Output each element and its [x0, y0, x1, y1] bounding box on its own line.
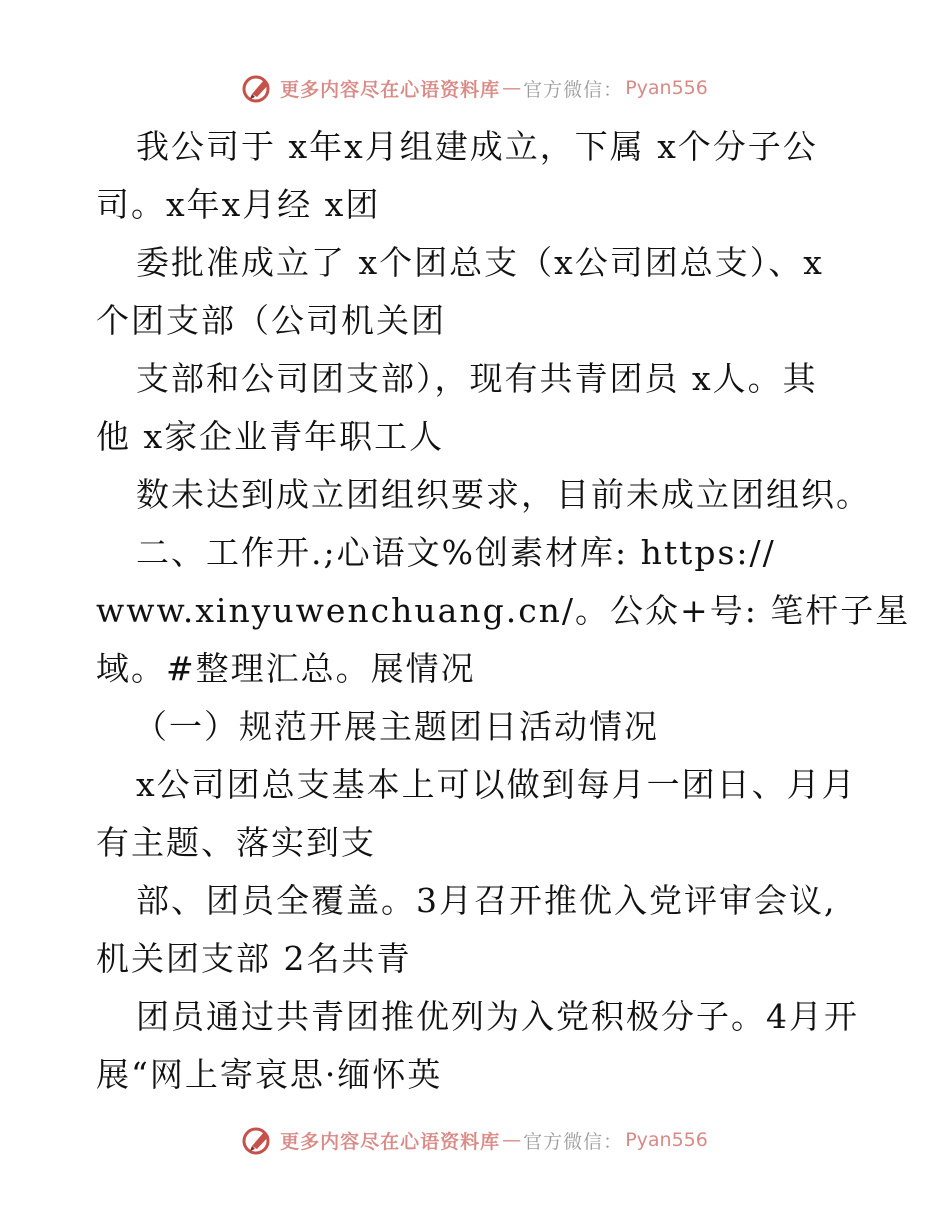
body-line: 我公司于 x年x月组建成立，下属 x个分子公	[136, 127, 818, 166]
body-line: 部、团员全覆盖。3月召开推优入党评审会议,	[136, 881, 837, 920]
footer-separator: —	[502, 1129, 522, 1151]
footer-brand-text: 更多内容尽在心语资料库	[280, 1130, 501, 1153]
footer-official-label: 官方微信：	[523, 1130, 624, 1153]
document-body	[96, 118, 911, 1104]
body-line: 二、工作开.;心语文%创素材库: https://	[136, 533, 776, 572]
body-line: 个团支部（公司机关团	[96, 301, 446, 340]
body-line: 支部和公司团支部），现有共青团员 x人。其	[136, 359, 818, 398]
section-heading: （一）规范开展主题团日活动情况	[134, 707, 659, 746]
body-line: x公司团总支基本上可以做到每月一团日、月月	[136, 765, 857, 804]
body-line: www.xinyuwenchuang.cn/。公众+号: 笔杆子星	[96, 591, 911, 630]
footer-wechat-id: Pyan556	[625, 1129, 708, 1151]
footer-banner	[0, 1120, 950, 1160]
body-line: 数未达到成立团组织要求，目前未成立团组织。	[136, 475, 871, 514]
header-banner	[0, 68, 950, 108]
header-separator: —	[502, 77, 522, 99]
header-brand-text: 更多内容尽在心语资料库	[280, 78, 501, 101]
body-line: 委批准成立了 x个团总支（x公司团总支）、x	[136, 243, 824, 282]
body-line: 团员通过共青团推优列为入党积极分子。4月开	[136, 997, 859, 1036]
pen-nib-circle-logo-icon	[242, 1124, 274, 1156]
pen-nib-circle-logo-icon	[242, 72, 274, 104]
body-line: 域。#整理汇总。展情况	[96, 649, 476, 688]
body-line: 展“网上寄哀思·缅怀英	[96, 1055, 443, 1094]
body-line: 他 x家企业青年职工人	[96, 417, 445, 456]
body-line: 机关团支部 2名共青	[96, 939, 412, 978]
header-wechat-id: Pyan556	[625, 77, 708, 99]
body-line: 司。x年x月经 x团	[96, 185, 381, 224]
body-line: 有主题、落实到支	[96, 823, 376, 862]
header-official-label: 官方微信：	[523, 78, 624, 101]
